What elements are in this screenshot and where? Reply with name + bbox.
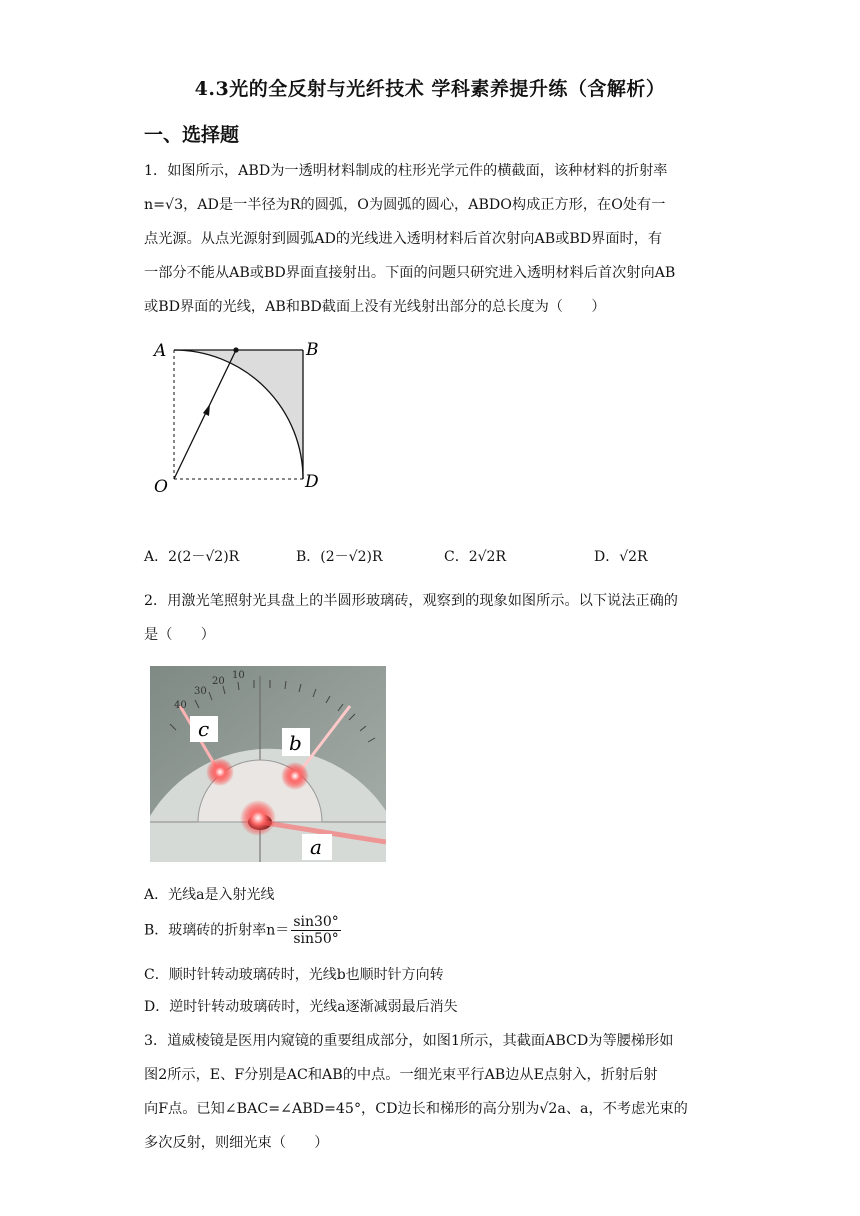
scale-label: 10 xyxy=(232,670,245,681)
question-3-line: 图2所示，E、F分别是AC和AB的中点。一细光束平行AB边从E点射入，折射后射 xyxy=(144,1067,658,1083)
question-3-line: 向F点。已知∠BAC=∠ABD=45°，CD边长和梯形的高分别为√2a、a，不考虑光束的 xyxy=(144,1101,688,1117)
option-c[interactable]: C．2√2R xyxy=(444,549,506,565)
question-2-text xyxy=(144,584,718,652)
fraction-denominator: sin50° xyxy=(293,931,339,947)
label-o: O xyxy=(154,477,168,496)
scale-label: 30 xyxy=(194,686,207,697)
light-ray xyxy=(174,350,236,479)
q2-option-c[interactable]: C．顺时针转动玻璃砖时，光线b也顺时针方向转 xyxy=(144,967,444,983)
label-b: B xyxy=(306,340,319,360)
q2-option-b[interactable] xyxy=(144,914,341,947)
fraction xyxy=(291,914,341,947)
label-a: a xyxy=(310,835,322,859)
label-a: A xyxy=(154,341,167,361)
label-c: c xyxy=(198,717,210,741)
fraction-numerator: sin30° xyxy=(293,914,339,930)
question-3-line: 3．道威棱镜是医用内窥镜的重要组成部分，如图1所示，其截面ABCD为等腰梯形如 xyxy=(144,1033,674,1049)
question-1-line: 一部分不能从AB或BD界面直接射出。下面的问题只研究进入透明材料后首次射向AB xyxy=(144,265,676,281)
question-1-options xyxy=(144,546,718,576)
label-d: D xyxy=(305,472,319,492)
question-3-text xyxy=(144,1024,718,1160)
option-b[interactable]: B．(2－√2)R xyxy=(296,549,383,565)
option-a[interactable]: A．2(2－√2)R xyxy=(144,549,240,565)
question-1-line: n=√3，AD是一半径为R的圆弧，O为圆弧的圆心，ABDO构成正方形，在O处有一 xyxy=(144,197,666,213)
question-1-figure xyxy=(148,336,328,496)
q2-option-b-prefix: B．玻璃砖的折射率n＝ xyxy=(144,922,290,939)
question-2-photo xyxy=(150,666,386,862)
page-title: 4.3光的全反射与光纤技术 学科素养提升练（含解析） xyxy=(194,78,666,100)
question-1-line: 或BD界面的光线，AB和BD截面上没有光线射出部分的总长度为（ ） xyxy=(144,299,606,315)
question-3-line: 多次反射，则细光束（ ） xyxy=(144,1135,329,1151)
scale-label: 40 xyxy=(174,700,187,711)
section-heading: 一、选择题 xyxy=(144,124,240,146)
shaded-region xyxy=(174,350,303,479)
question-2-line: 2．用激光笔照射光具盘上的半圆形玻璃砖，观察到的现象如图所示。以下说法正确的 xyxy=(144,593,678,609)
q2-option-d[interactable]: D．逆时针转动玻璃砖时，光线a逐渐减弱最后消失 xyxy=(144,999,458,1015)
label-b: b xyxy=(289,731,302,755)
question-1-text xyxy=(144,154,718,324)
question-2-line: 是（ ） xyxy=(144,627,215,643)
question-1-line: 点光源。从点光源射到圆弧AD的光线进入透明材料后首次射向AB或BD界面时，有 xyxy=(144,231,663,247)
question-1-line: 1．如图所示，ABD为一透明材料制成的柱形光学元件的横截面，该种材料的折射率 xyxy=(144,163,668,179)
ray-arrow-icon xyxy=(203,404,210,416)
ray-hit-point xyxy=(233,347,238,352)
option-d[interactable]: D．√2R xyxy=(594,549,648,565)
scale-label: 20 xyxy=(212,676,225,687)
q2-option-a[interactable]: A．光线a是入射光线 xyxy=(144,887,275,903)
